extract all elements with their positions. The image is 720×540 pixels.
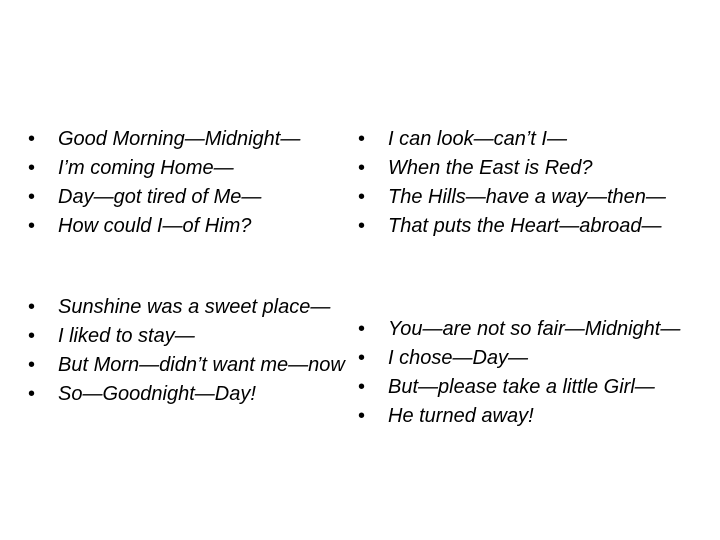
poem-line: • But—please take a little Girl— bbox=[344, 376, 684, 399]
right-stanza-1 bbox=[344, 128, 684, 244]
poem-line: • I’m coming Home— bbox=[14, 157, 354, 180]
poem-line: • He turned away! bbox=[344, 405, 684, 428]
poem-line: • I can look—can’t I— bbox=[344, 128, 684, 151]
right-stanza-2 bbox=[344, 318, 684, 434]
poem-line: • How could I—of Him? bbox=[14, 215, 354, 238]
poem-line: • When the East is Red? bbox=[344, 157, 684, 180]
left-stanza-1 bbox=[14, 128, 354, 244]
poem-line: • So—Goodnight—Day! bbox=[14, 383, 354, 406]
poem-line: • But Morn—didn’t want me—now bbox=[14, 354, 354, 377]
poem-line: • Sunshine was a sweet place— bbox=[14, 296, 354, 319]
poem-line: • Day—got tired of Me— bbox=[14, 186, 354, 209]
left-stanza-2 bbox=[14, 296, 354, 412]
poem-line: • The Hills—have a way—then— bbox=[344, 186, 684, 209]
poem-line: • Good Morning—Midnight— bbox=[14, 128, 354, 151]
poem-line: • That puts the Heart—abroad— bbox=[344, 215, 684, 238]
poem-line: • I liked to stay— bbox=[14, 325, 354, 348]
poem-line: • I chose—Day— bbox=[344, 347, 684, 370]
poem-line: • You—are not so fair—Midnight— bbox=[344, 318, 684, 341]
